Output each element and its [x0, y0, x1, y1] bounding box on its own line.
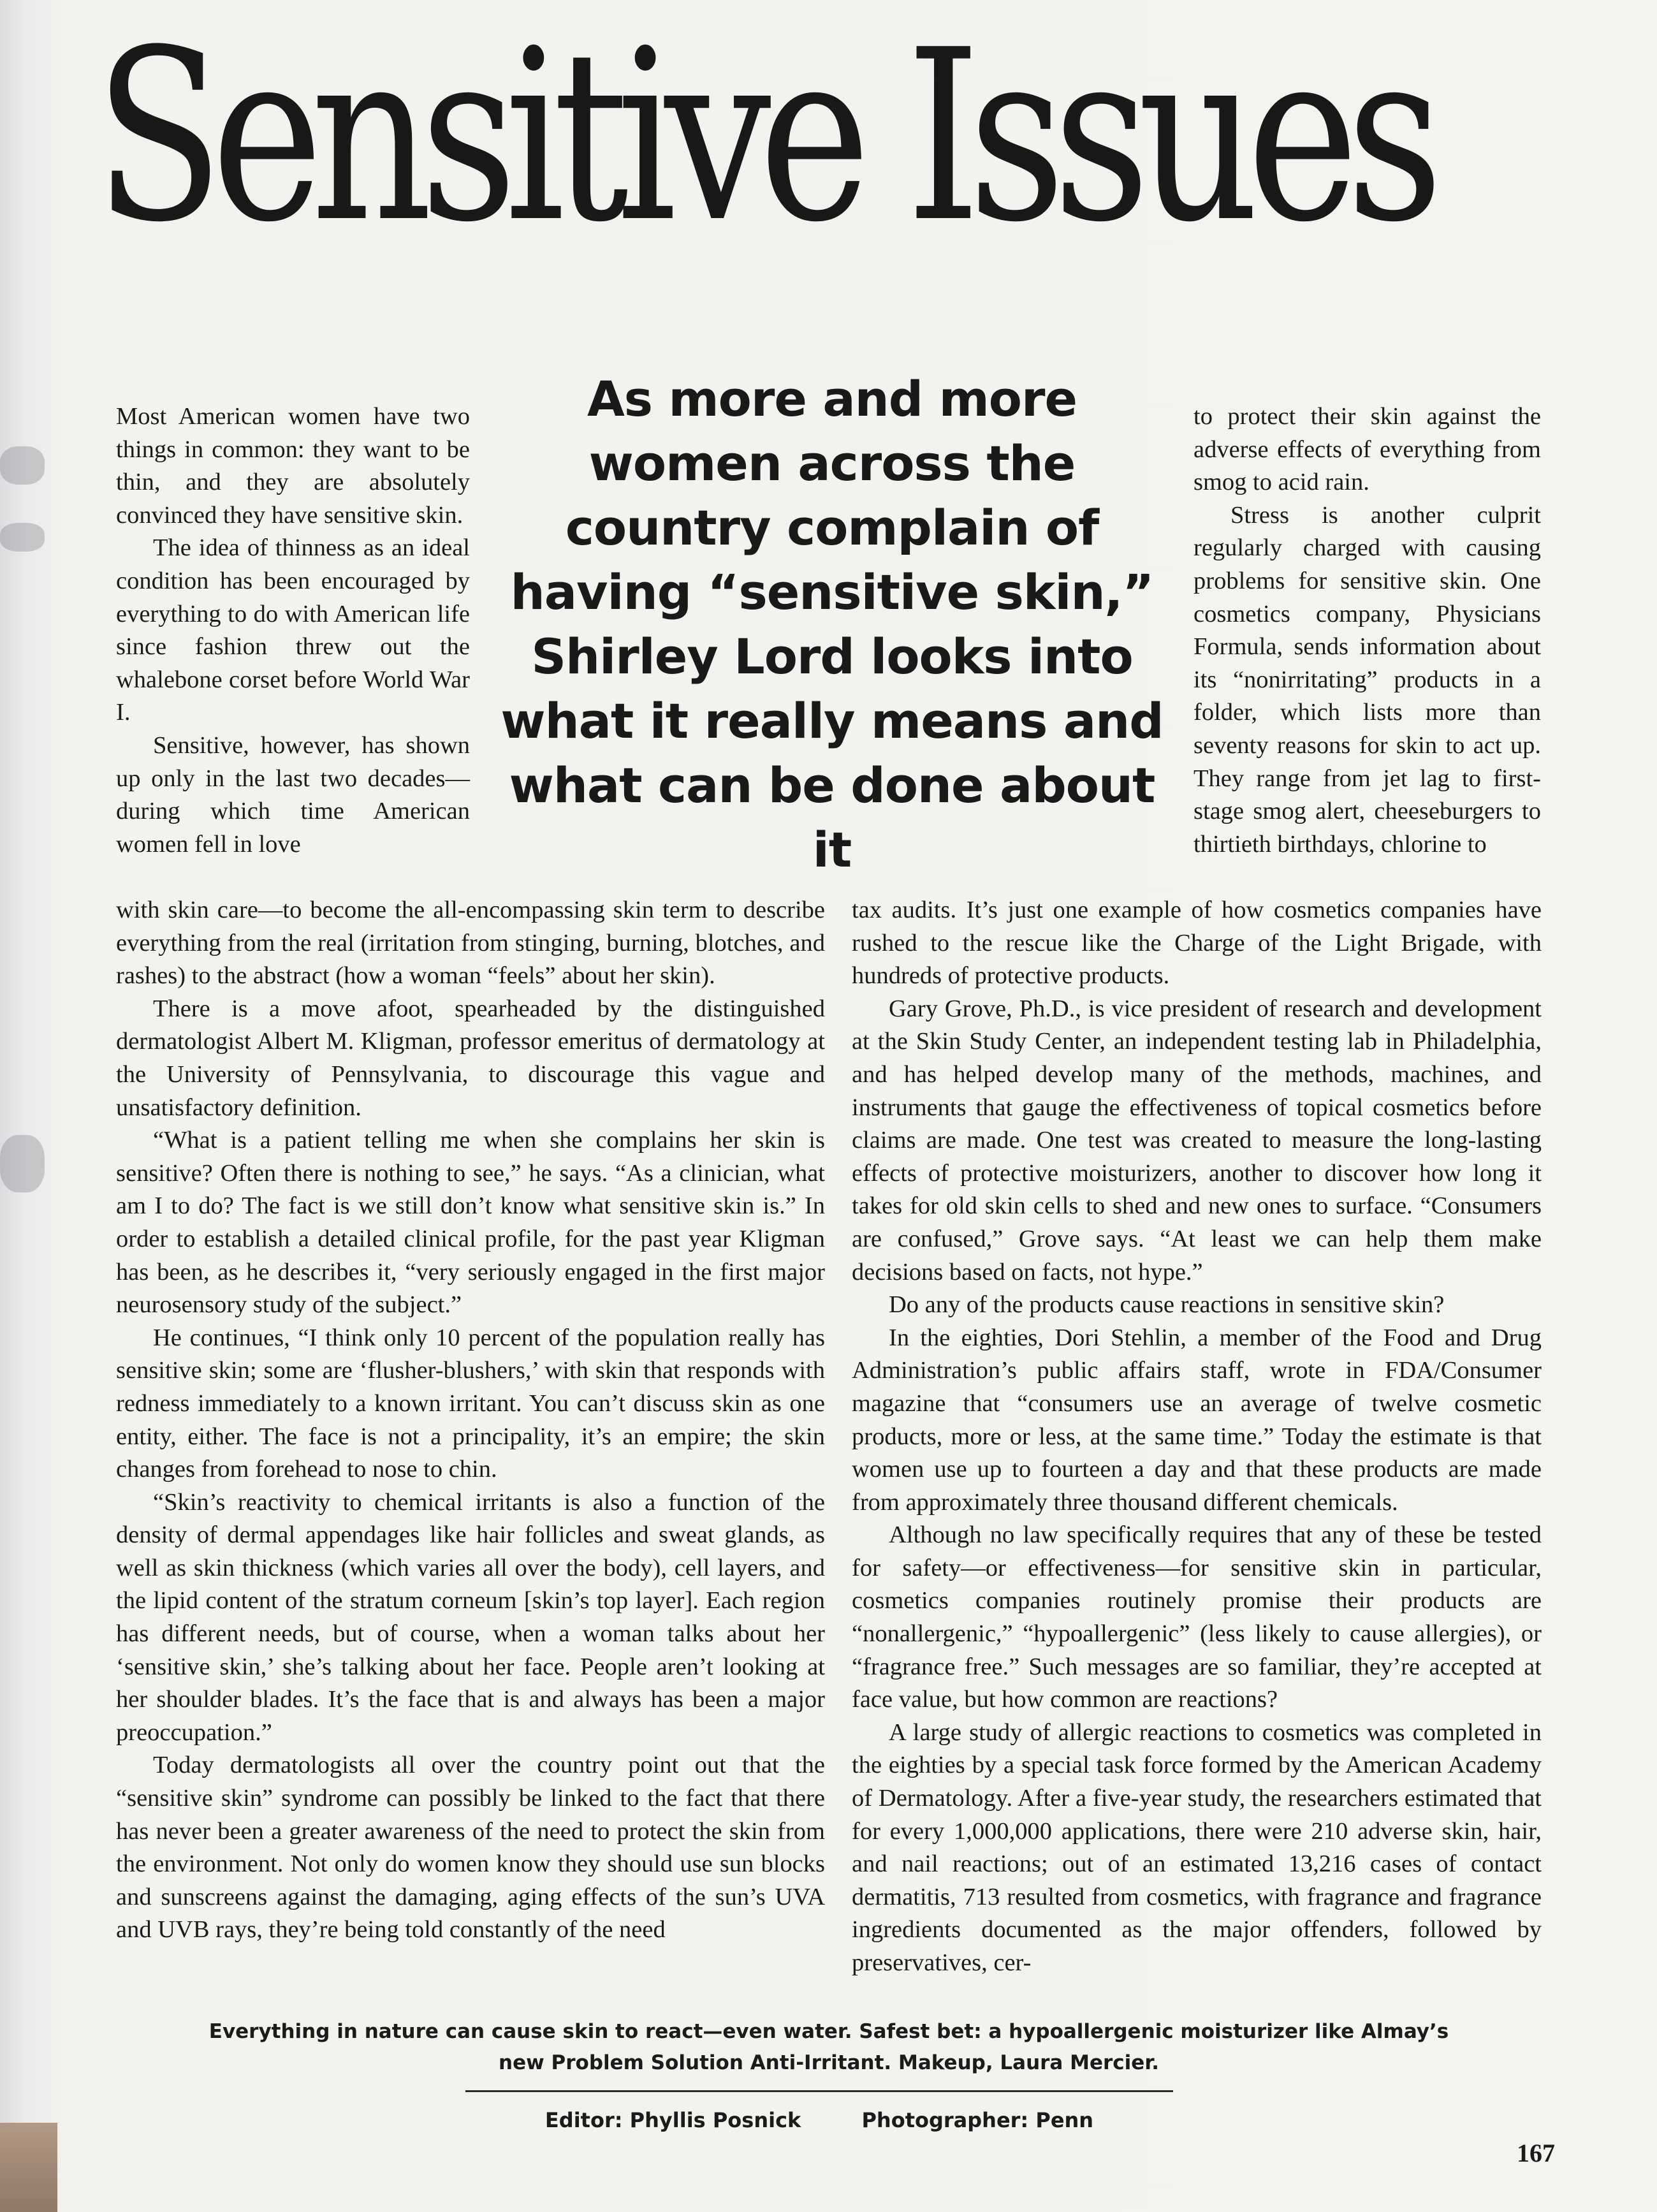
- column-left-bottom: [116, 894, 825, 1947]
- paragraph: “What is a patient telling me when she complains her skin is sensitive? Often there is nothing to see,” he says. “As a clinician, what am I to do? The fact is we still don’t know what sensitive skin is.” In order to establish a detailed clinical profile, for the past year Kligman has been, as he describes it, “very seriously engaged in the first major neurosensory study of the subject.”: [116, 1127, 825, 1319]
- paragraph: to protect their skin against the adverse effects of everything from smog to acid rain.: [1193, 403, 1541, 496]
- paragraph: There is a move afoot, spearheaded by the distinguished dermatologist Albert M. Kligman, professor emeritus of dermatology at the University of Pennsylvania, to discourage this vague and unsatisfactory definition.: [116, 995, 825, 1121]
- column-right-bottom: [852, 894, 1542, 1980]
- headline: Sensitive Issues: [94, 0, 1431, 274]
- editor-credit: Editor: Phyllis Posnick: [544, 2108, 801, 2132]
- paragraph: Stress is another culprit regularly charged with causing problems for sensitive skin. One cosmetics company, Physicians Formula, sends information about its “nonirritating” products in a folder, which lists more than seventy reasons for skin to act up. They range from jet lag to first-stage smog alert, cheeseburgers to thirtieth birthdays, chlorine to: [1193, 501, 1541, 858]
- paragraph: with skin care—to become the all-encompassing skin term to describe everything from the real (irritation from stinging, burning, blotches, and rashes) to the abstract (how a woman “feels” about her skin).: [116, 897, 825, 990]
- photo-caption: Everything in nature can cause skin to react—even water. Safest bet: a hypoallergenic moisturizer like Almay’s new Problem Solution Anti-Irritant. Makeup, Laura Mercier.: [208, 2020, 1449, 2074]
- column-right-top: [1193, 400, 1541, 861]
- paragraph: tax audits. It’s just one example of how cosmetics companies have rushed to the rescue like the Charge of the Light Brigade, with hundreds of protective products.: [852, 897, 1542, 990]
- paragraph: Although no law specifically requires that any of these be tested for safety—or effectiveness—for sensitive skin in particular, cosmetics companies routinely promise their products are “nonallergenic,” “hypoallergenic” (less likely to cause allergies), or “fragrance free.” Such messages are so familiar, they’re accepted at face value, but how common are reactions?: [852, 1521, 1542, 1713]
- paragraph: In the eighties, Dori Stehlin, a member of the Food and Drug Administration’s public affairs staff, wrote in FDA/Consumer magazine that “consumers use an average of twelve cosmetic products, more or less, at the same time.” Today the estimate is that women use up to fourteen a day and that these products are made from approximately three thousand different chemicals.: [852, 1324, 1542, 1516]
- paragraph: Gary Grove, Ph.D., is vice president of research and development at the Skin Study Center, an independent testing lab in Philadelphia, and has helped develop many of the methods, machines, and instruments that gauge the effectiveness of topical cosmetics before claims are made. One test was created to measure the long-lasting effects of protective moisturizers, another to discover how long it takes for old skin cells to shed and new ones to surface. “Consumers are confused,” Grove says. “At least we can help them make decisions based on facts, not hype.”: [852, 995, 1542, 1285]
- paragraph: Most American women have two things in common: they want to be thin, and they are absolutely convinced they have sensitive skin.: [116, 403, 470, 529]
- page-edge-shadow: [0, 523, 45, 552]
- column-left-top: [116, 400, 470, 861]
- paragraph: Sensitive, however, has shown up only in the last two decades—during which time American women fell in love: [116, 731, 470, 858]
- background-surface: [0, 2123, 57, 2212]
- divider-rule: [465, 2090, 1173, 2092]
- paragraph: Do any of the products cause reactions in sensitive skin?: [889, 1291, 1445, 1319]
- page-edge-shadow: [0, 1135, 45, 1192]
- paragraph: The idea of thinness as an ideal condition has been encouraged by everything to do with American life since fashion threw out the whalebone corset before World War I.: [116, 534, 470, 726]
- paragraph: He continues, “I think only 10 percent of the population really has sensitive skin; some are ‘flusher-blushers,’ with skin that responds with redness immediately to a known irritant. You can’t discuss skin as one entity, either. The face is not a principality, it’s an empire; the skin changes from forehead to nose to chin.: [116, 1324, 825, 1483]
- paragraph: Today dermatologists all over the country point out that the “sensitive skin” syndrome can possibly be linked to the fact that there has never been a greater awareness of the need to protect the skin from the environment. Not only do women know they should use sun blocks and sunscreens against the damaging, aging effects of the sun’s UVA and UVB rays, they’re being told constantly of the need: [116, 1752, 825, 1944]
- paragraph: “Skin’s reactivity to chemical irritants is also a function of the density of dermal appendages like hair follicles and sweat glands, as well as skin thickness (which varies all over the body), cell layers, and the lipid content of the stratum corneum [skin’s top layer]. Each region has different needs, but of course, when a woman talks about her ‘sensitive skin,’ she’s talking about her face. People aren’t looking at her shoulder blades. It’s the face that is and always has been a major preoccupation.”: [116, 1488, 825, 1746]
- page-number: 167: [1517, 2139, 1555, 2167]
- page-edge-shadow: [0, 446, 45, 485]
- paragraph: A large study of allergic reactions to cosmetics was completed in the eighties by a special task force formed by the American Academy of Dermatology. After a five-year study, the researchers estimated that for every 1,000,000 applications, there were 210 adverse skin, hair, and nail reactions; out of an estimated 13,216 cases of contact dermatitis, 713 resulted from cosmetics, with fragrance and fragrance ingredients documented as the major offenders, followed by preservatives, cer-: [852, 1718, 1542, 1976]
- credits: [465, 2104, 1173, 2136]
- deck-subtitle: As more and more women across the country complain of having “sensitive skin,” Shirley Lord looks into what it really means and what can be done about it: [500, 370, 1164, 878]
- photographer-credit: Photographer: Penn: [861, 2108, 1094, 2132]
